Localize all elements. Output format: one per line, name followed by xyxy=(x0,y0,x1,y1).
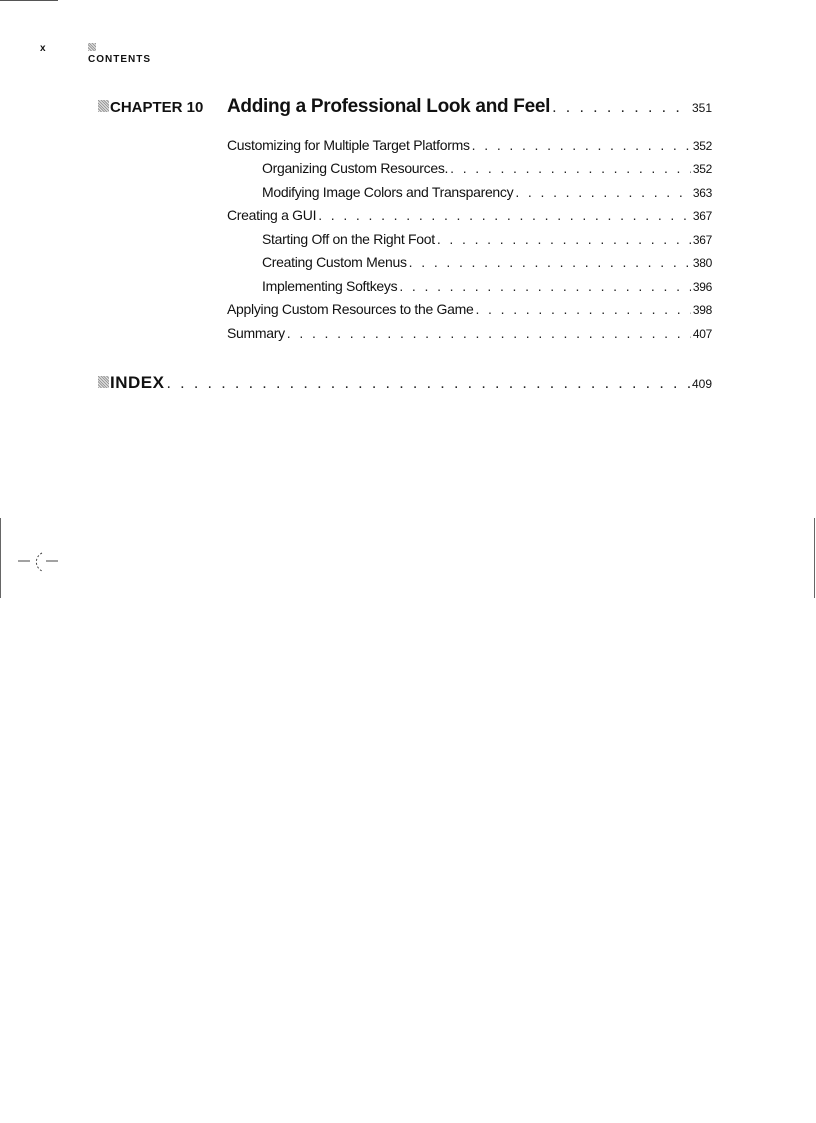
toc-entry-page: 352 xyxy=(692,162,712,176)
toc-entry-title: Applying Custom Resources to the Game xyxy=(227,301,474,317)
dot-leader xyxy=(287,325,691,341)
toc-entry-page: 363 xyxy=(692,186,712,200)
toc-entry-page: 367 xyxy=(692,209,712,223)
dot-leader xyxy=(166,375,690,393)
toc-entry[interactable] xyxy=(227,301,712,321)
toc-entry-page: 407 xyxy=(692,327,712,341)
dot-leader xyxy=(472,137,691,153)
dot-leader xyxy=(515,184,691,200)
toc-subentry[interactable] xyxy=(262,184,712,204)
toc-entry-title: Creating Custom Menus xyxy=(262,254,407,270)
toc-subentry[interactable] xyxy=(262,254,712,274)
index-entry[interactable] xyxy=(98,373,712,395)
toc-entry-page: 396 xyxy=(692,280,712,294)
chapter-entry[interactable] xyxy=(98,96,712,120)
chapter-page-number: 351 xyxy=(691,101,712,115)
toc-entry-title: Summary xyxy=(227,325,285,341)
shade-marker-icon xyxy=(98,100,109,112)
toc-entry-page: 352 xyxy=(692,139,712,153)
dot-leader xyxy=(450,160,691,176)
shade-marker-icon xyxy=(88,43,96,51)
toc-subentry[interactable] xyxy=(262,278,712,298)
dot-leader xyxy=(475,301,690,317)
toc-entry[interactable] xyxy=(227,137,712,157)
dot-leader xyxy=(552,99,690,117)
toc-entry-page: 398 xyxy=(692,303,712,317)
crop-mark-left xyxy=(0,518,1,598)
crop-mark-top xyxy=(0,0,58,1)
dot-leader xyxy=(399,278,691,294)
section-label: CONTENTS xyxy=(88,54,151,65)
index-title: INDEX xyxy=(110,373,165,392)
dot-leader xyxy=(437,231,691,247)
toc-subentry[interactable] xyxy=(262,231,712,251)
toc-entry-title: Creating a GUI xyxy=(227,207,317,223)
section-name xyxy=(88,43,151,65)
chapter-label xyxy=(98,99,227,116)
page-folio: x xyxy=(40,43,47,54)
index-label xyxy=(98,373,164,393)
toc-entry[interactable] xyxy=(227,207,712,227)
chapter-number: CHAPTER 10 xyxy=(110,99,204,116)
index-page-number: 409 xyxy=(691,377,712,391)
dot-leader xyxy=(409,254,691,270)
shade-marker-icon xyxy=(98,376,109,388)
toc-entry[interactable] xyxy=(227,325,712,345)
toc-entry-page: 367 xyxy=(692,233,712,247)
toc-entry-page: 380 xyxy=(692,256,712,270)
toc-entry-title: Implementing Softkeys xyxy=(262,278,398,294)
toc-subentry[interactable] xyxy=(262,160,712,180)
toc-entry-title: Starting Off on the Right Foot xyxy=(262,231,435,247)
toc-entry-title: Customizing for Multiple Target Platforms xyxy=(227,137,470,153)
registration-mark-icon xyxy=(18,550,60,576)
toc-entry-title: Modifying Image Colors and Transparency xyxy=(262,184,514,200)
chapter-title: Adding a Professional Look and Feel xyxy=(227,96,551,117)
crop-mark-right xyxy=(814,518,815,598)
toc-entry-title: Organizing Custom Resources. xyxy=(262,160,449,176)
dot-leader xyxy=(318,207,691,223)
